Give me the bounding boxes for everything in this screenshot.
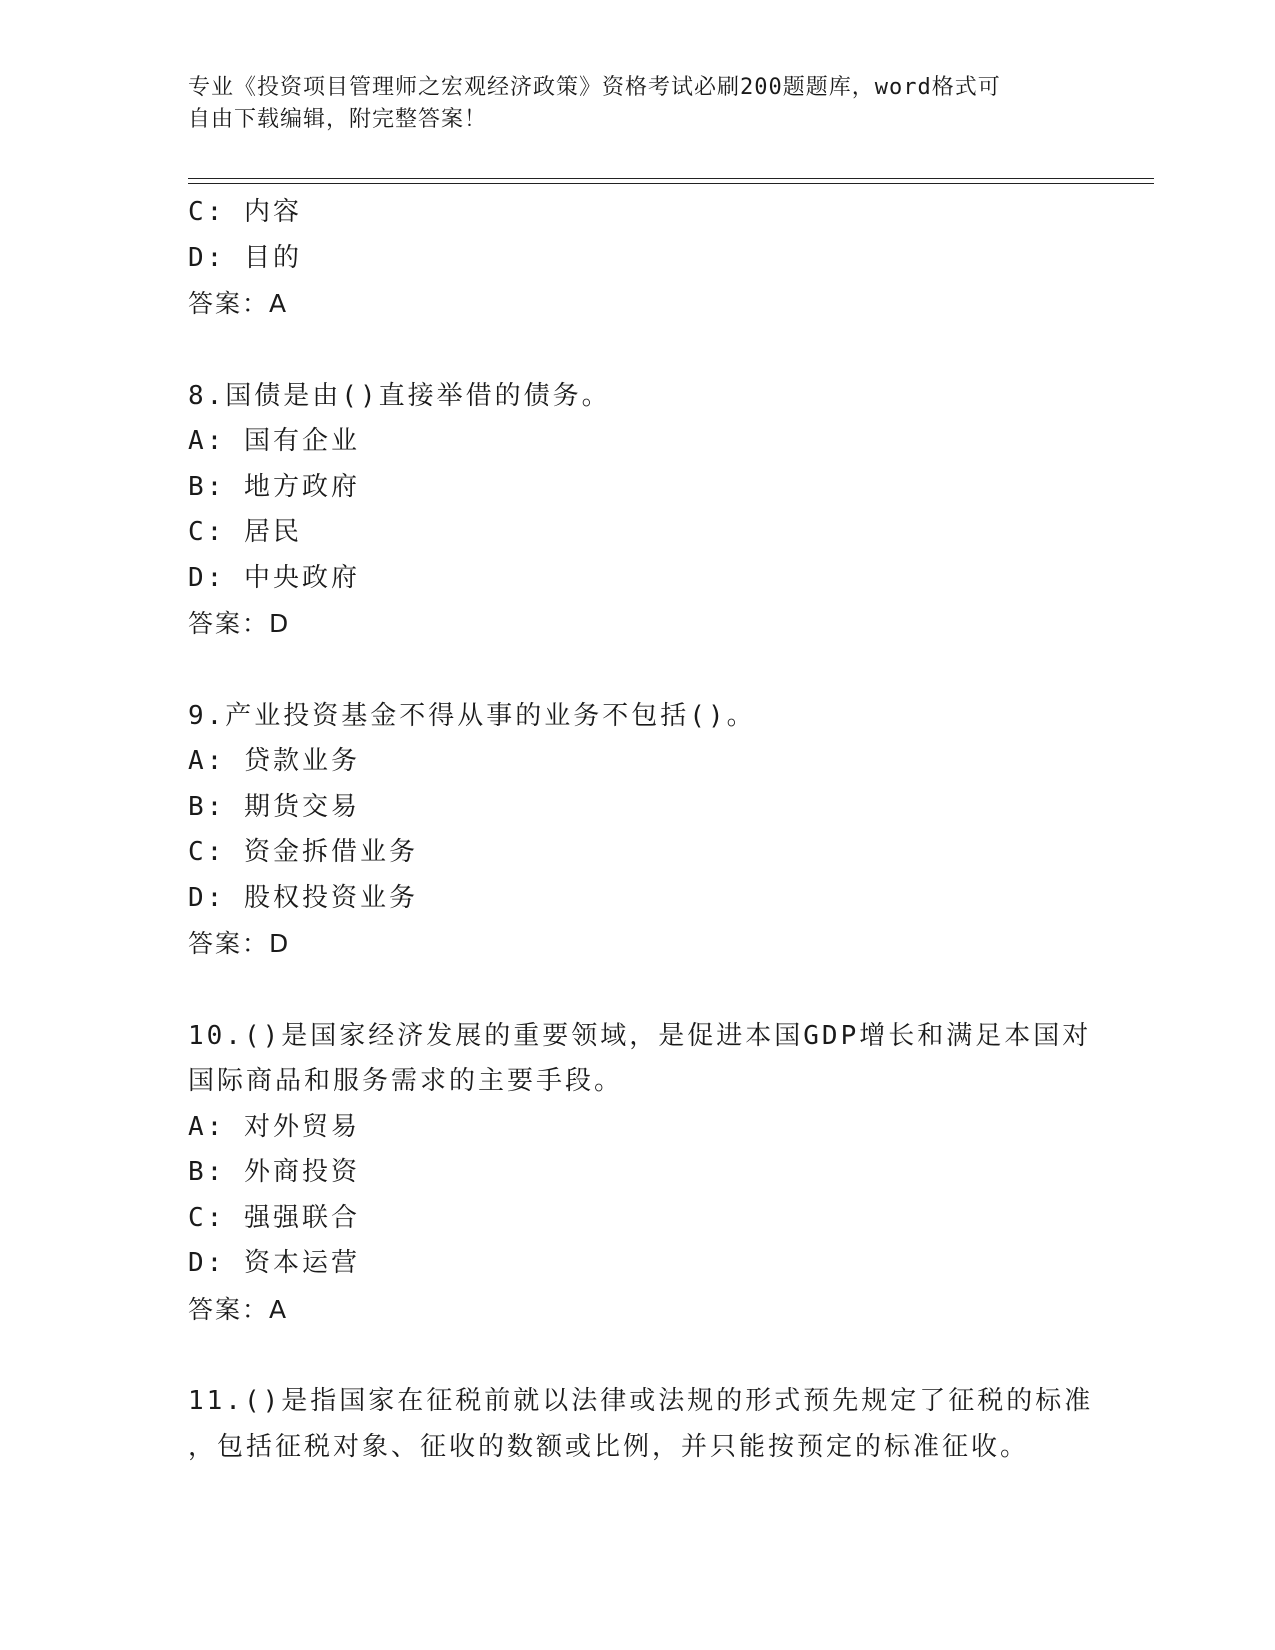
document-header bbox=[188, 72, 1088, 136]
question-stem: 8.国债是由()直接举借的债务。 bbox=[188, 380, 611, 411]
option-c: C: 内容 bbox=[188, 197, 302, 227]
option-d: D: 中央政府 bbox=[188, 562, 360, 593]
option-b: B: 地方政府 bbox=[188, 471, 360, 502]
question-9 bbox=[188, 694, 1088, 967]
option-b: B: 外商投资 bbox=[188, 1157, 360, 1187]
answer: 答案：D bbox=[188, 609, 291, 638]
header-divider-bottom bbox=[188, 183, 1154, 184]
option-a: A: 对外贸易 bbox=[188, 1111, 360, 1142]
question-stem-line-1: 11.()是指国家在征税前就以法律或法规的形式预先规定了征税的标准 bbox=[188, 1386, 1094, 1416]
question-8 bbox=[188, 374, 1088, 647]
option-c: C: 居民 bbox=[188, 517, 302, 547]
header-title-line-2: 自由下载编辑，附完整答案！ bbox=[188, 107, 488, 132]
header-divider-top bbox=[188, 178, 1154, 179]
question-list bbox=[188, 190, 1094, 1470]
option-a: A: 国有企业 bbox=[188, 426, 360, 456]
option-c: C: 强强联合 bbox=[188, 1202, 360, 1233]
question-11 bbox=[188, 1379, 1094, 1470]
question-stem-line-1: 10.()是国家经济发展的重要领域，是促进本国GDP增长和满足本国对 bbox=[188, 1020, 1092, 1051]
answer: 答案：A bbox=[188, 1294, 289, 1324]
option-d: D: 资本运营 bbox=[188, 1248, 360, 1278]
option-b: B: 期货交易 bbox=[188, 791, 360, 822]
option-a: A: 贷款业务 bbox=[188, 746, 360, 776]
question-stem-line-2: ，包括征税对象、征收的数额或比例，并只能按预定的标准征收。 bbox=[188, 1431, 1030, 1462]
question-stem: 9.产业投资基金不得从事的业务不包括()。 bbox=[188, 700, 756, 731]
option-d: D: 目的 bbox=[188, 242, 302, 273]
option-c: C: 资金拆借业务 bbox=[188, 837, 418, 867]
option-d: D: 股权投资业务 bbox=[188, 882, 418, 913]
header-title-line-1: 专业《投资项目管理师之宏观经济政策》资格考试必刷200题题库，word格式可 bbox=[188, 75, 1001, 100]
question-10 bbox=[188, 1014, 1092, 1333]
answer: 答案：A bbox=[188, 289, 289, 318]
question-stem-line-2: 国际商品和服务需求的主要手段。 bbox=[188, 1066, 624, 1096]
question-7-continued bbox=[188, 190, 1088, 327]
answer: 答案：D bbox=[188, 929, 291, 958]
